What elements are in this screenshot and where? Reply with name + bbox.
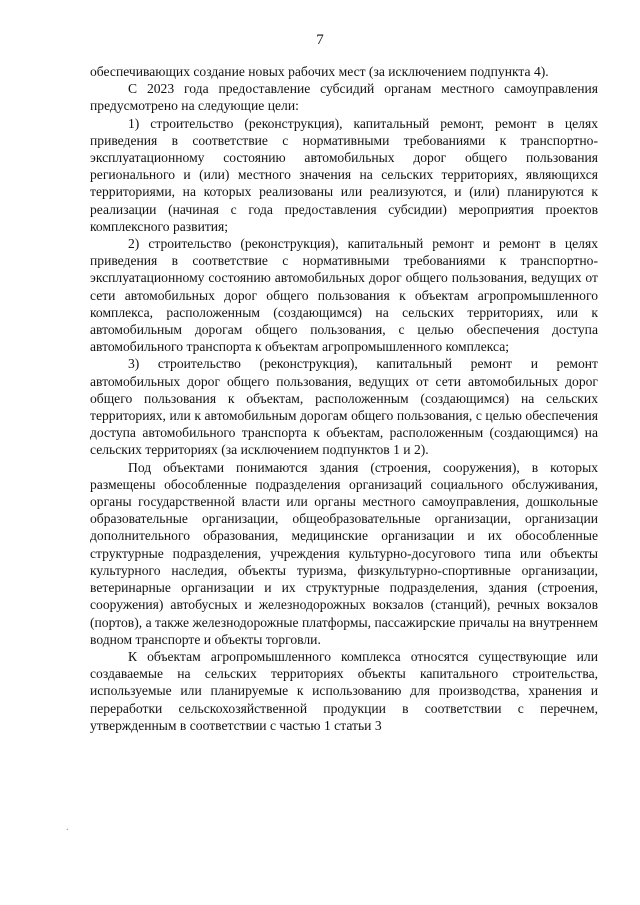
paragraph-intro: С 2023 года предоставление субсидий органам местного самоуправления предусмотрено на следующие цели:	[90, 81, 598, 114]
paragraph-item-3: 3) строительство (реконструкция), капитальный ремонт и ремонт автомобильных дорог общего пользования, ведущих от сети автомобильных дорог общего пользования к объектам, расположенным (создающимся) на сельских территориях, или к автомобильным дорогам общего пользования, с целью обеспечения доступа автомобильного транспорта к объектам, расположенным (создающимся) на сельских территориях (за исключением подпунктов 1 и 2).	[90, 356, 598, 458]
paragraph-agro-objects: К объектам агропромышленного комплекса относятся существующие или создаваемые на сельских территориях объекты капитального строительства, используемые или планируемые к использованию для производства, хранения и переработки сельскохозяйственной продукции в соответствии с перечнем, утвержденным в соответствии с частью 1 статьи 3	[90, 648, 598, 733]
paragraph-item-1: 1) строительство (реконструкция), капитальный ремонт, ремонт в целях приведения в соответствие с нормативными требованиями к транспортно-эксплуатационному состоянию автомобильных дорог общего пользования регионального и (или) местного значения на сельских территориях, являющихся территориями, на которых реализованы или реализуются, и (или) планируются к реализации (начиная с года предоставления субсидии) мероприятия проектов комплексного развития;	[90, 115, 598, 234]
paragraph-objects-definition: Под объектами понимаются здания (строения, сооружения), в которых размещены обособленные подразделения организаций социального обслуживания, органы государственной власти или органы местного самоуправления, дошкольные образовательные организации, общеобразовательные организации, организации дополнительного образования, медицинские организации и их обособленные структурные подразделения, учреждения культурно-досугового типа или объекты культурного наследия, объекты туризма, физкультурно-спортивные организации, ветеринарные организации и их структурные подразделения, здания (строения, сооружения) автобусных и железнодорожных вокзалов (станций), речных вокзалов (портов), а также железнодорожные платформы, пассажирские причалы на внутреннем водном транспорте и объекты торговли.	[90, 459, 598, 647]
paragraph-item-2: 2) строительство (реконструкция), капитальный ремонт и ремонт в целях приведения в соответствие с нормативными требованиями к транспортно-эксплуатационному состоянию автомобильных дорог общего пользования, ведущих от сети автомобильных дорог общего пользования к объектам агропромышленного комплекса, расположенным (создающимся) на сельских территориях, или к автомобильным дорогам общего пользования, с целью обеспечения доступа автомобильного транспорта к объектам агропромышленного комплекса;	[90, 236, 598, 355]
page-number: 7	[316, 32, 324, 48]
paragraph-continuation: обеспечивающих создание новых рабочих мест (за исключением подпункта 4).	[90, 64, 549, 79]
margin-mark: .	[66, 822, 69, 833]
document-body	[90, 63, 598, 734]
